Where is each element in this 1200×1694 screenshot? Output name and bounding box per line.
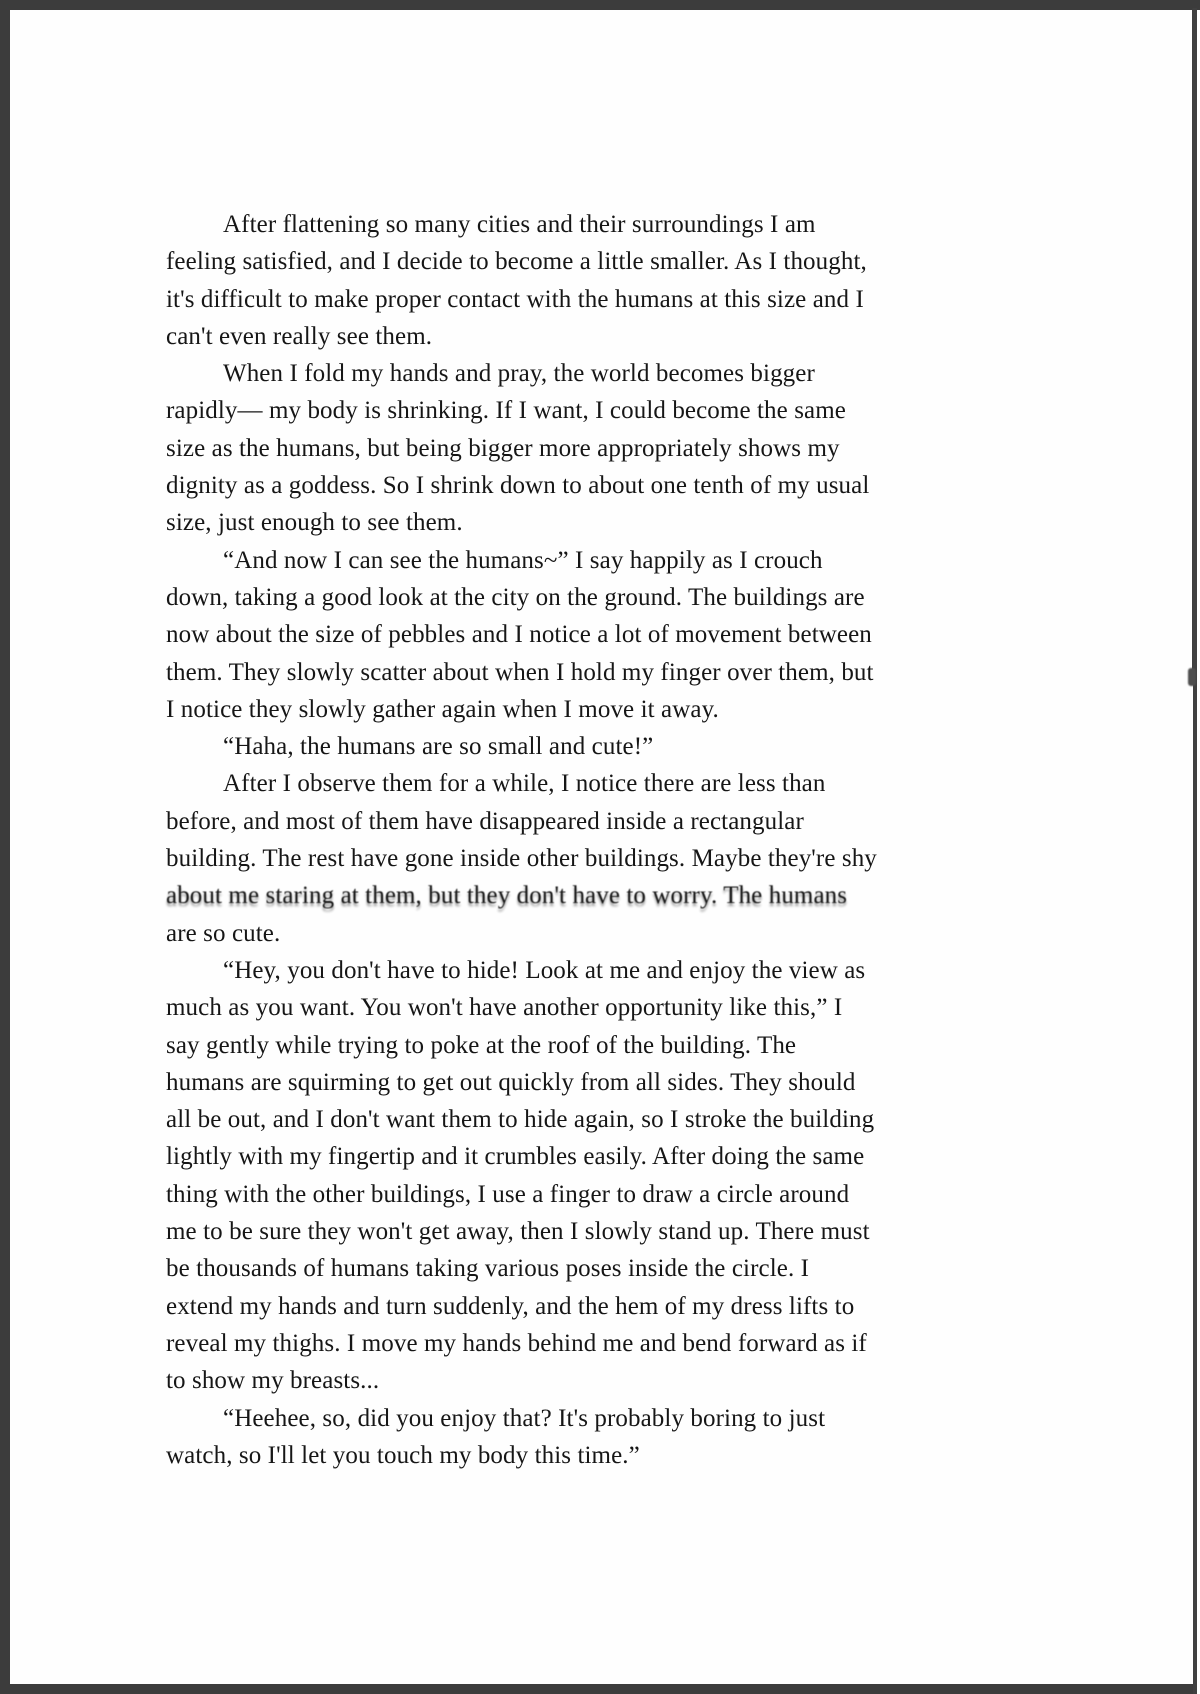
text-line: it's difficult to make proper contact with the humans at this size and I xyxy=(166,285,864,313)
story-text xyxy=(166,206,911,1474)
text-line: now about the size of pebbles and I notice a lot of movement between xyxy=(166,621,872,649)
page-frame-left xyxy=(0,0,10,1694)
paragraph xyxy=(166,355,911,541)
text-line: about me staring at them, but they don't have to worry. The humans xyxy=(166,882,848,910)
text-line: “Hey, you don't have to hide! Look at me and enjoy the view as xyxy=(223,956,866,984)
paragraph xyxy=(166,206,911,355)
text-line: size, just enough to see them. xyxy=(166,509,463,537)
text-line: before, and most of them have disappeared inside a rectangular xyxy=(166,807,804,835)
text-line: extend my hands and turn suddenly, and the hem of my dress lifts to xyxy=(166,1292,855,1320)
text-line: can't even really see them. xyxy=(166,322,433,350)
text-line: I notice they slowly gather again when I move it away. xyxy=(166,695,719,723)
page-edge-notch xyxy=(1188,668,1196,686)
text-line: When I fold my hands and pray, the world becomes bigger xyxy=(223,360,815,388)
text-line: to show my breasts... xyxy=(166,1367,380,1395)
text-line: watch, so I'll let you touch my body this time.” xyxy=(166,1441,640,1469)
page-frame-bottom xyxy=(0,1684,1197,1694)
text-line: thing with the other buildings, I use a finger to draw a circle around xyxy=(166,1180,850,1208)
text-line: humans are squirming to get out quickly from all sides. They should xyxy=(166,1068,856,1096)
text-line: be thousands of humans taking various poses inside the circle. I xyxy=(166,1255,810,1283)
text-line: building. The rest have gone inside other buildings. Maybe they're shy xyxy=(166,845,877,873)
page-frame-right xyxy=(1193,8,1197,1694)
document-page xyxy=(10,10,1193,1684)
text-line: “And now I can see the humans~” I say happily as I crouch xyxy=(223,546,823,574)
text-line: down, taking a good look at the city on the ground. The buildings are xyxy=(166,583,865,611)
text-line: size as the humans, but being bigger more appropriately shows my xyxy=(166,434,840,462)
text-line: me to be sure they won't get away, then I slowly stand up. There must xyxy=(166,1218,870,1246)
text-line: rapidly— my body is shrinking. If I want, I could become the same xyxy=(166,397,846,425)
paragraph xyxy=(166,542,911,728)
text-line: reveal my thighs. I move my hands behind me and bend forward as if xyxy=(166,1329,867,1357)
text-line: dignity as a goddess. So I shrink down to about one tenth of my usual xyxy=(166,472,870,500)
text-line: “Heehee, so, did you enjoy that? It's probably boring to just xyxy=(223,1404,826,1432)
paragraph xyxy=(166,728,911,765)
text-line: are so cute. xyxy=(166,919,281,947)
paragraph xyxy=(166,1400,911,1475)
text-line: all be out, and I don't want them to hide again, so I stroke the building xyxy=(166,1106,875,1134)
text-line: After I observe them for a while, I notice there are less than xyxy=(223,770,826,798)
text-line: much as you want. You won't have another opportunity like this,” I xyxy=(166,994,843,1022)
paragraph xyxy=(166,952,911,1400)
text-line: feeling satisfied, and I decide to become a little smaller. As I thought, xyxy=(166,248,867,276)
paragraph xyxy=(166,765,911,951)
text-line: “Haha, the humans are so small and cute!” xyxy=(223,733,654,761)
page-frame-top xyxy=(0,0,1200,10)
text-line: say gently while trying to poke at the roof of the building. The xyxy=(166,1031,797,1059)
text-line: After flattening so many cities and their surroundings I am xyxy=(223,211,816,238)
text-line: them. They slowly scatter about when I hold my finger over them, but xyxy=(166,658,874,686)
text-line: lightly with my fingertip and it crumbles easily. After doing the same xyxy=(166,1143,865,1171)
